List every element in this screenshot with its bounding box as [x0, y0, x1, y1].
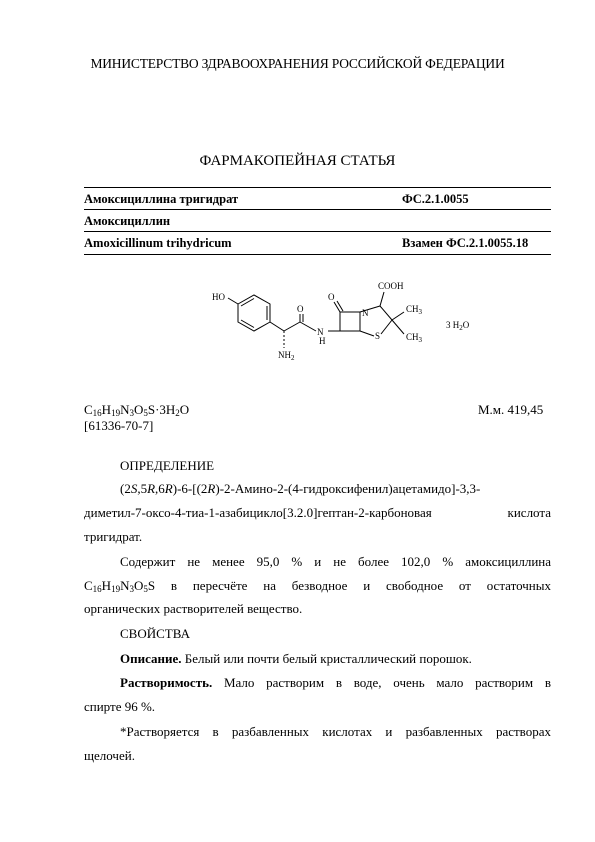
methyl-b-label: $CH_3$ — [406, 332, 423, 344]
solubility-line-2: спирте 96 %. — [84, 699, 156, 714]
methyl-a-label: $CH_3$ — [406, 304, 423, 316]
molecular-formula: $C_{16}H_{19}N_3O_5S\cdot 3H_2O$ — [84, 402, 190, 418]
lactam-o-label: O — [328, 292, 335, 302]
drug-name-latin: Amoxicillinum trihydricum — [84, 236, 232, 250]
ho-label: HO — [212, 292, 225, 302]
ring-n-label: N — [362, 308, 369, 318]
definition-heading: ОПРЕДЕЛЕНИЕ — [120, 458, 215, 473]
document-title: ФАРМАКОПЕЙНАЯ СТАТЬЯ — [199, 153, 396, 169]
content-line-1: Содержит не менее 95,0 % и не более 102,0 % амоксициллина — [120, 554, 551, 569]
description-paragraph: Описание. Белый или почти белый кристаллический порошок. — [120, 651, 472, 666]
amide-n-label: N — [317, 327, 324, 337]
replaces-code: Взамен ФС.2.1.0055.18 — [402, 236, 529, 250]
water-label: 3 $H_2O$ — [446, 320, 470, 332]
benzene-ring — [238, 295, 270, 331]
properties-heading: СВОЙСТВА — [120, 626, 190, 641]
article-code: ФС.2.1.0055 — [402, 192, 469, 206]
acids-line-2: щелочей. — [84, 748, 135, 763]
drug-name-alt: Амоксициллин — [84, 214, 171, 228]
ministry-header: МИНИСТЕРСТВО ЗДРАВООХРАНЕНИЯ РОССИЙСКОЙ ФЕДЕРАЦИИ — [90, 56, 505, 71]
structural-formula — [200, 276, 530, 376]
content-line-3: органических растворителей вещество. — [84, 601, 303, 616]
definition-line-2: диметил-7-оксо-4-тиа-1-азабицикло[3.2.0]гептан-2-карбоновая кислота — [84, 505, 551, 520]
table-rule-2 — [84, 231, 551, 232]
molecular-weight: М.м. 419,45 — [478, 402, 544, 417]
table-top-rule — [84, 187, 551, 188]
cooh-label: COOH — [378, 281, 404, 291]
solubility-line-1: Растворимость. Мало растворим в воде, очень мало растворим в — [120, 675, 551, 690]
nh2-label: $NH_2$ — [278, 350, 295, 362]
table-rule-1 — [84, 209, 551, 210]
definition-line-1: (2S,5R,6R)-6-[(2R)-2-Амино-2-(4-гидроксифенил)ацетамидо]-3,3- — [120, 481, 481, 496]
cas-number: [61336-70-7] — [84, 418, 154, 433]
acids-line-1: *Растворяется в разбавленных кислотах и разбавленных растворах — [120, 724, 551, 739]
table-bottom-rule — [84, 254, 551, 255]
drug-name-ru: Амоксициллина тригидрат — [84, 192, 239, 206]
amide-h-label: H — [319, 336, 326, 346]
definition-line-3: тригидрат. — [84, 529, 143, 544]
carbonyl-o-label: O — [297, 304, 304, 314]
sulfur-label: S — [375, 331, 381, 341]
content-line-2: $C_{16}H_{19}N_3O_5S$ в пересчёте на безводное и свободное от остаточных — [84, 578, 551, 594]
